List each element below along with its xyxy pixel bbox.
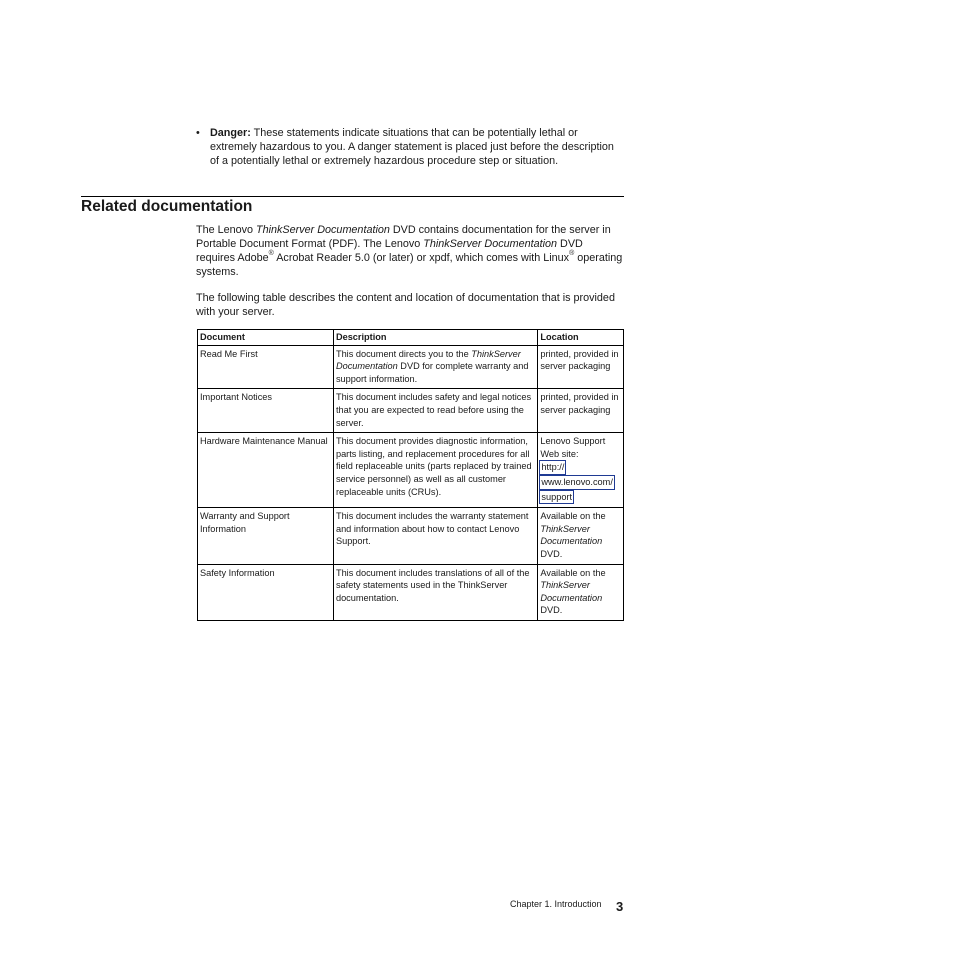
para1-text-2: DVD contains documentation for the server in Portable Document Format (PDF). The Lenovo xyxy=(196,224,611,250)
para1-italic-2: ThinkServer Documentation xyxy=(423,238,558,250)
desc-text: This document directs you to the xyxy=(335,348,472,359)
para1-text-3: DVD requires Adobe xyxy=(196,238,583,264)
danger-text xyxy=(210,127,616,168)
page-number: 3 xyxy=(616,899,624,914)
cell-description: This document provides diagnostic information, parts listing, and replacement procedures for all field replaceable units (parts replaced by trained service personnel) as well as all customer replaceable units (CRUs). xyxy=(333,433,537,508)
header-document: Document xyxy=(198,330,334,346)
table-row xyxy=(198,508,624,564)
location-text: DVD. xyxy=(540,605,563,616)
location-italic: ThinkServer Documentation xyxy=(540,523,603,547)
cell-location xyxy=(538,508,624,564)
registered-mark: ® xyxy=(569,250,575,258)
danger-description: These statements indicate situations that can be potentially lethal or extremely hazardous to you. A danger statement is placed just before the description of a potentially lethal or extremely hazardous procedure step or situation. xyxy=(210,127,614,167)
registered-mark: ® xyxy=(268,250,274,258)
desc-text: DVD for complete warranty and support information. xyxy=(335,361,529,384)
location-text: Available on the xyxy=(540,567,606,578)
table-row xyxy=(198,389,624,433)
table-row xyxy=(198,433,624,508)
cell-location: printed, provided in server packaging xyxy=(538,389,624,433)
support-link-part[interactable]: www.lenovo.com/ xyxy=(539,475,615,490)
intro-paragraph xyxy=(196,223,624,279)
para1-text-5: operating systems. xyxy=(196,252,623,278)
para1-text-4: Acrobat Reader 5.0 (or later) or xpdf, which comes with Linux xyxy=(273,252,570,264)
cell-description: This document includes the warranty statement and information about how to contact Lenovo Support. xyxy=(333,508,537,564)
table-row xyxy=(198,564,624,620)
cell-description: This document includes safety and legal notices that you are expected to read before using the server. xyxy=(333,389,537,433)
cell-document: Warranty and Support Information xyxy=(198,508,334,564)
cell-location: printed, provided in server packaging xyxy=(538,345,624,389)
location-text: Lenovo Support Web site: xyxy=(540,436,606,459)
cell-description xyxy=(333,345,537,389)
bullet-glyph: • xyxy=(196,127,200,139)
section-rule xyxy=(81,196,624,197)
desc-italic: ThinkServer Documentation xyxy=(335,348,521,372)
documentation-table xyxy=(197,329,624,621)
location-text: DVD. xyxy=(540,548,563,559)
location-text: Available on the xyxy=(540,511,606,522)
cell-document: Hardware Maintenance Manual xyxy=(198,433,334,508)
header-location: Location xyxy=(538,330,624,346)
table-row xyxy=(198,345,624,389)
support-link-part[interactable]: support xyxy=(539,490,574,505)
support-link-part[interactable]: http:// xyxy=(539,460,566,475)
para1-italic-1: ThinkServer Documentation xyxy=(256,224,390,236)
danger-label: Danger: xyxy=(210,127,251,139)
cell-document: Important Notices xyxy=(198,389,334,433)
danger-bullet-item xyxy=(196,127,616,168)
para1-text-1: The Lenovo xyxy=(196,224,257,236)
cell-location xyxy=(538,564,624,620)
cell-document: Read Me First xyxy=(198,345,334,389)
cell-location xyxy=(538,433,624,508)
cell-document: Safety Information xyxy=(198,564,334,620)
location-italic: ThinkServer Documentation xyxy=(540,580,603,603)
table-intro-paragraph: The following table describes the content and location of documentation that is provided with your server. xyxy=(196,292,615,318)
table-header-row xyxy=(198,330,624,346)
cell-description: This document includes translations of all of the safety statements used in the ThinkServer documentation. xyxy=(333,564,537,620)
section-title: Related documentation xyxy=(81,198,253,215)
footer-chapter: Chapter 1. Introduction xyxy=(510,899,602,909)
header-description: Description xyxy=(333,330,537,346)
